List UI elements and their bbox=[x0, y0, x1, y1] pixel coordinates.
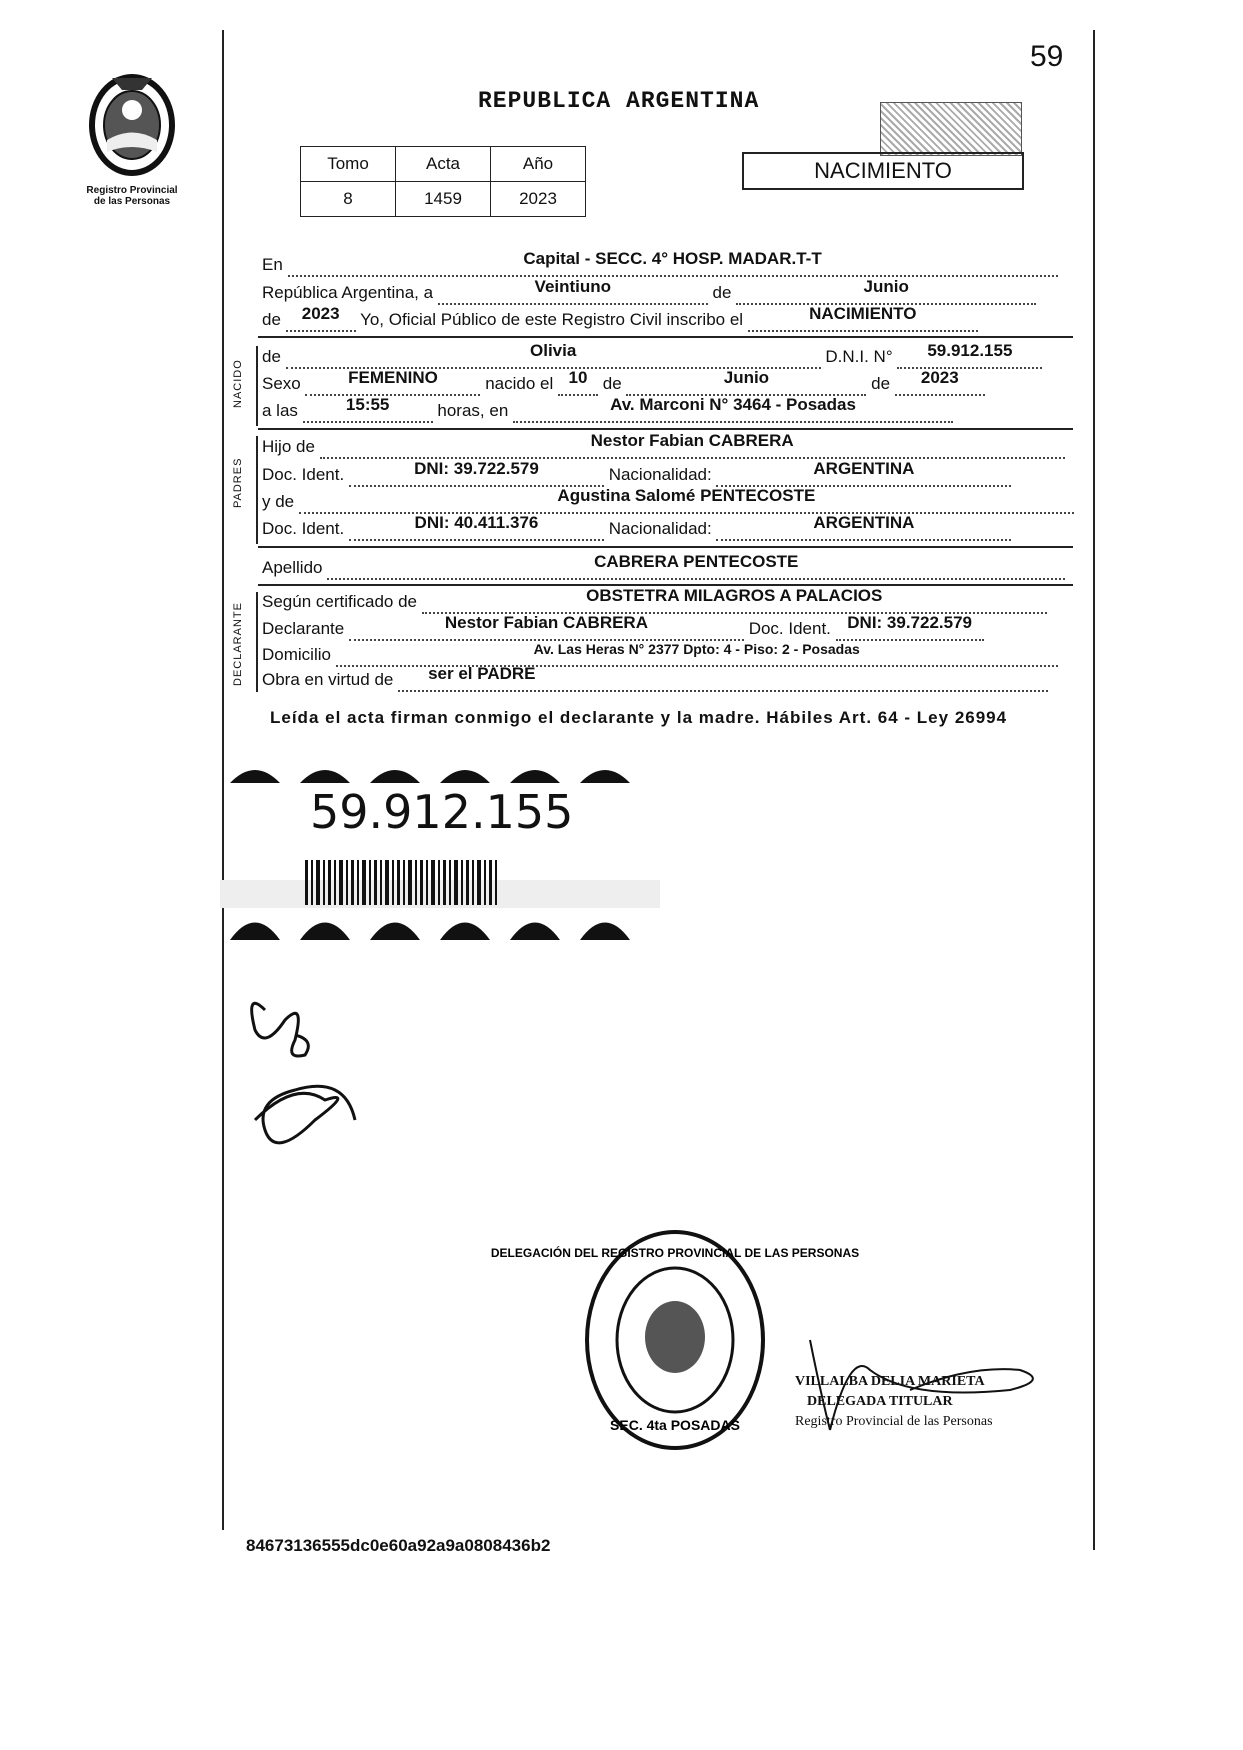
value-decl-doc: DNI: 39.722.579 bbox=[847, 613, 973, 632]
row-domicilio bbox=[262, 641, 1068, 667]
label-de-name: de bbox=[262, 347, 281, 366]
label-de-1: de bbox=[602, 374, 622, 393]
value-mother-name: Agustina Salomé PENTECOSTE bbox=[557, 486, 816, 505]
value-apellido: CABRERA PENTECOSTE bbox=[594, 552, 799, 571]
stamp-dni-number: 59.912.155 bbox=[310, 785, 574, 839]
row-date bbox=[262, 277, 1068, 305]
section-divider-nacido-top bbox=[258, 336, 1073, 338]
right-margin-rule bbox=[1093, 30, 1095, 1550]
value-mother-doc: DNI: 40.411.376 bbox=[414, 513, 539, 532]
act-type-box: NACIMIENTO bbox=[742, 152, 1024, 190]
label-father-nat: Nacionalidad: bbox=[608, 465, 712, 484]
value-birth-day: 10 bbox=[568, 368, 588, 387]
security-serial-box bbox=[880, 102, 1022, 156]
signatory-role: DELEGADA TITULAR bbox=[807, 1394, 953, 1409]
value-birth-time: 15:55 bbox=[345, 395, 390, 414]
value-mother-nat: ARGENTINA bbox=[813, 513, 915, 532]
stamp-pattern-icon bbox=[220, 755, 660, 945]
ref-header-tomo: Tomo bbox=[301, 147, 396, 182]
ref-header-ano: Año bbox=[491, 147, 586, 182]
row-father bbox=[262, 431, 1068, 459]
document-title: REPUBLICA ARGENTINA bbox=[478, 88, 760, 114]
row-cert bbox=[262, 586, 1068, 614]
signature-block bbox=[795, 1372, 993, 1432]
signature-scribbles bbox=[235, 980, 365, 1170]
province-crest-icon bbox=[82, 70, 182, 180]
ref-value-tomo: 8 bbox=[301, 182, 396, 217]
label-mother-doc: Doc. Ident. bbox=[262, 519, 345, 538]
label-decl-doc: Doc. Ident. bbox=[748, 619, 831, 638]
label-cert: Según certificado de bbox=[262, 592, 417, 611]
row-nacido-time bbox=[262, 395, 1068, 423]
value-day-words: Veintiuno bbox=[534, 277, 612, 296]
row-mother-doc bbox=[262, 513, 1068, 541]
value-obra: ser el PADRE bbox=[428, 664, 536, 683]
label-sexo: Sexo bbox=[262, 374, 301, 393]
value-cert: OBSTETRA MILAGROS A PALACIOS bbox=[586, 586, 883, 605]
section-divider-padres-top bbox=[258, 428, 1073, 430]
section-label-padres: PADRES bbox=[232, 457, 244, 508]
label-hijo-de: Hijo de bbox=[262, 437, 315, 456]
section-divider-apellido bbox=[258, 546, 1073, 548]
closing-statement: Leída el acta firman conmigo el declarante y la madre. Hábiles Art. 64 - Ley 26994 bbox=[270, 708, 1008, 727]
section-label-nacido: NACIDO bbox=[232, 359, 244, 408]
label-a-las: a las bbox=[262, 401, 298, 420]
label-dni: D.N.I. N° bbox=[825, 347, 893, 366]
label-y-de: y de bbox=[262, 492, 295, 511]
row-year bbox=[262, 304, 1068, 332]
value-act-type: NACIMIENTO bbox=[809, 304, 917, 323]
label-domicilio: Domicilio bbox=[262, 645, 331, 664]
value-sexo: FEMENINO bbox=[348, 368, 438, 387]
dni-stamp bbox=[220, 755, 660, 945]
label-republica: República Argentina, a bbox=[262, 283, 434, 302]
row-apellido bbox=[262, 552, 1068, 580]
official-seal-icon bbox=[490, 1225, 860, 1455]
value-father-name: Nestor Fabian CABRERA bbox=[590, 431, 794, 450]
label-de-year: de bbox=[262, 310, 281, 329]
value-birth-place: Av. Marconi N° 3464 - Posadas bbox=[610, 395, 856, 414]
value-month: Junio bbox=[863, 277, 909, 296]
value-father-nat: ARGENTINA bbox=[813, 459, 915, 478]
row-father-doc bbox=[262, 459, 1068, 487]
label-obra: Obra en virtud de bbox=[262, 670, 394, 689]
row-declarante bbox=[262, 613, 1068, 641]
label-father-doc: Doc. Ident. bbox=[262, 465, 345, 484]
nacido-bracket bbox=[256, 346, 258, 426]
value-domicilio: Av. Las Heras N° 2377 Dpto: 4 - Piso: 2 - Posadas bbox=[533, 641, 860, 657]
label-en: En bbox=[262, 255, 283, 274]
label-nacido-el: nacido el bbox=[485, 374, 554, 393]
label-mother-nat: Nacionalidad: bbox=[608, 519, 712, 538]
seal-text-bottom: SEC. 4ta POSADAS bbox=[610, 1417, 740, 1433]
label-horas-en: horas, en bbox=[437, 401, 509, 420]
reference-table bbox=[300, 146, 586, 217]
row-nacido-sex bbox=[262, 368, 1068, 396]
row-obra bbox=[262, 664, 1068, 692]
value-child-dni: 59.912.155 bbox=[927, 341, 1013, 360]
ref-value-ano: 2023 bbox=[491, 182, 586, 217]
row-nacido-name bbox=[262, 341, 1068, 369]
value-child-name: Olivia bbox=[530, 341, 577, 360]
document-hash: 84673136555dc0e60a92a9a0808436b2 bbox=[246, 1536, 551, 1555]
signatory-org: Registro Provincial de las Personas bbox=[795, 1414, 993, 1429]
value-father-doc: DNI: 39.722.579 bbox=[414, 459, 539, 478]
value-year: 2023 bbox=[301, 304, 340, 323]
declarante-bracket bbox=[256, 592, 258, 692]
value-birth-year: 2023 bbox=[920, 368, 959, 387]
label-apellido: Apellido bbox=[262, 558, 323, 577]
row-place bbox=[262, 249, 1068, 277]
section-label-declarante: DECLARANTE bbox=[232, 602, 244, 686]
page-number: 59 bbox=[1030, 40, 1064, 73]
label-declarante: Declarante bbox=[262, 619, 345, 638]
logo-caption-line1: Registro Provincial bbox=[86, 185, 178, 196]
padres-bracket bbox=[256, 436, 258, 544]
value-birth-month: Junio bbox=[723, 368, 770, 387]
label-de-month: de bbox=[712, 283, 732, 302]
value-place: Capital - SECC. 4° HOSP. MADAR.T-T bbox=[523, 249, 822, 268]
logo-caption-line2: de las Personas bbox=[93, 196, 171, 207]
label-de-2: de bbox=[871, 374, 891, 393]
registry-logo bbox=[62, 70, 202, 207]
ref-header-acta: Acta bbox=[396, 147, 491, 182]
row-mother bbox=[262, 486, 1068, 514]
seal-text-top: DELEGACIÓN DEL REGISTRO PROVINCIAL DE LAS PERSONAS bbox=[490, 1246, 860, 1260]
signatory-name: VILLALBA DELIA MARIETA bbox=[795, 1374, 985, 1389]
ref-value-acta: 1459 bbox=[396, 182, 491, 217]
label-official-text: Yo, Oficial Público de este Registro Civil inscribo el bbox=[360, 310, 744, 329]
value-declarante: Nestor Fabian CABRERA bbox=[444, 613, 648, 632]
